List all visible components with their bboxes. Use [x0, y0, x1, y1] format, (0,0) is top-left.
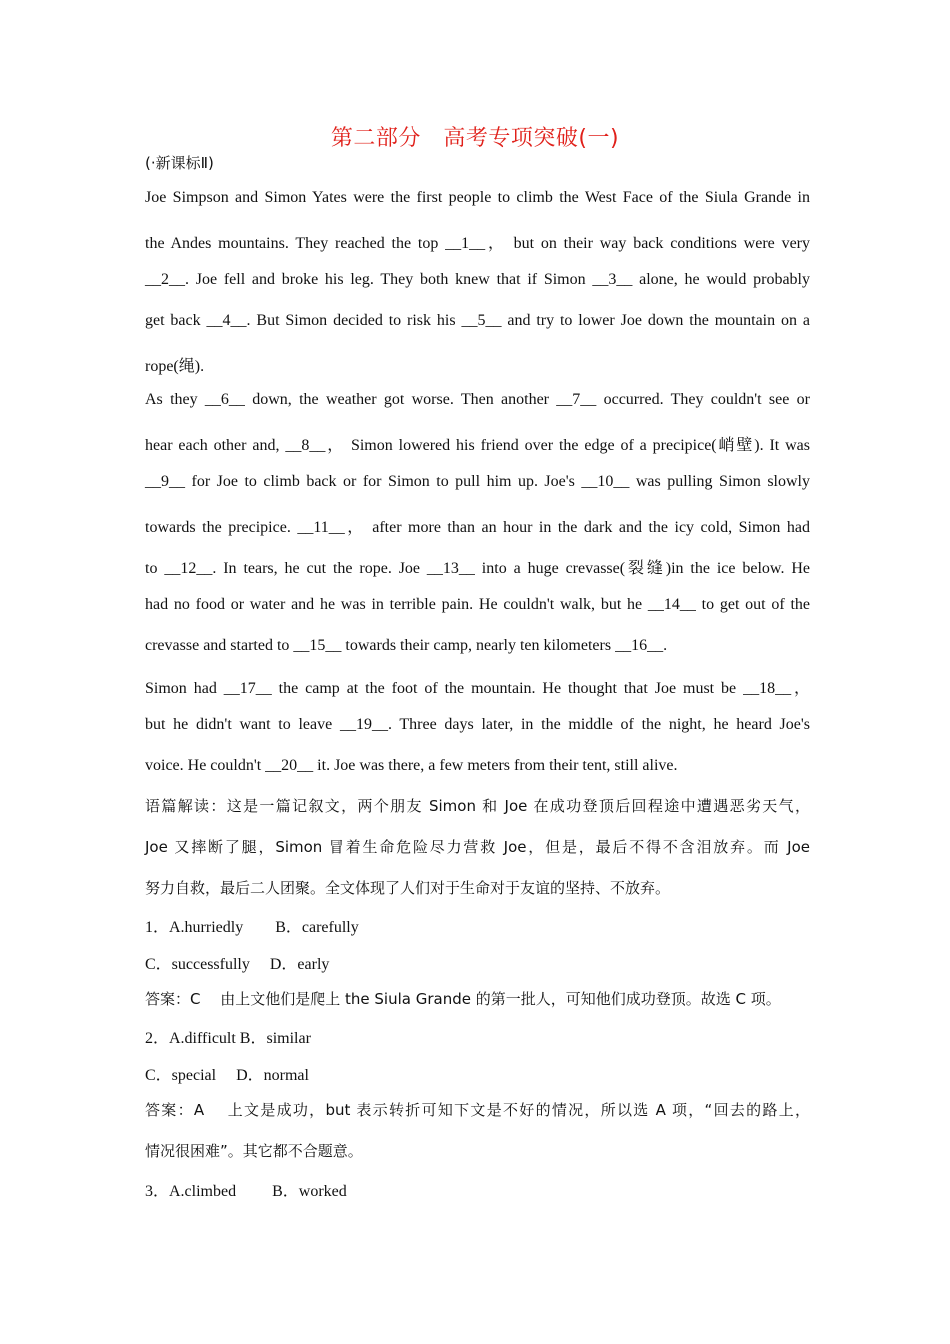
passage-line: towards the precipice. __11__， after more than an hour in the dark and the icy cold, Simon had: [145, 519, 810, 536]
analysis-line: 语篇解读：这是一篇记叙文，两个朋友 Simon 和 Joe 在成功登顶后回程途中遭遇恶劣天气，: [145, 797, 810, 815]
passage-line: voice. He couldn't __20__ it. Joe was there, a few meters from their tent, still alive.: [145, 757, 678, 774]
source-label: (·新课标Ⅱ): [145, 154, 214, 172]
passage-line: hear each other and, __8__， Simon lowered his friend over the edge of a precipice(峭壁). It was: [145, 437, 810, 454]
analysis-line: 努力自救，最后二人团聚。全文体现了人们对于生命对于友谊的坚持、不放弃。: [145, 879, 671, 897]
analysis-line: Joe 又摔断了腿，Simon 冒着生命危险尽力营救 Joe，但是，最后不得不含泪放弃。而 Joe: [145, 838, 810, 856]
passage-line: Joe Simpson and Simon Yates were the first people to climb the West Face of the Siula Grande in: [145, 189, 810, 206]
page-title: 第二部分 高考专项突破(一): [330, 126, 620, 151]
question-1-answer: 答案：C 由上文他们是爬上 the Siula Grande 的第一批人，可知他们成功登顶。故选 C 项。: [145, 990, 781, 1008]
passage-line: Simon had __17__ the camp at the foot of the mountain. He thought that Joe must be __18__，: [145, 680, 810, 697]
passage-line: rope(绳).: [145, 358, 205, 375]
question-1-options-cont: C．successfully D．early: [145, 956, 330, 973]
question-2-options: 2．A.difficult B．similar: [145, 1030, 311, 1047]
passage-line: the Andes mountains. They reached the top __1__， but on their way back conditions were very: [145, 235, 811, 252]
passage-line: __9__ for Joe to climb back or for Simon to pull him up. Joe's __10__ was pulling Simon slowly: [145, 473, 810, 490]
passage-line: __2__. Joe fell and broke his leg. They both knew that if Simon __3__ alone, he would probably: [145, 271, 810, 288]
passage-line: crevasse and started to __15__ towards their camp, nearly ten kilometers __16__.: [145, 637, 668, 654]
question-2-answer-cont: 情况很困难”。其它都不合题意。: [145, 1142, 363, 1160]
question-2-options-cont: C．special D．normal: [145, 1067, 309, 1084]
question-3-options: 3．A.climbed B．worked: [145, 1183, 347, 1200]
passage-line: As they __6__ down, the weather got worse. Then another __7__ occurred. They couldn't see or: [145, 391, 810, 408]
question-2-answer: 答案：A 上文是成功，but 表示转折可知下文是不好的情况，所以选 A 项，“回去的路上，: [145, 1101, 810, 1119]
passage-line: to __12__. In tears, he cut the rope. Joe __13__ into a huge crevasse(裂缝)in the ice below. He: [145, 560, 810, 577]
question-1-options: 1．A.hurriedly B．carefully: [145, 919, 359, 936]
passage-line: had no food or water and he was in terrible pain. He couldn't walk, but he __14__ to get out of the: [145, 596, 810, 613]
passage-line: but he didn't want to leave __19__. Three days later, in the middle of the night, he heard Joe's: [145, 716, 810, 733]
passage-line: get back __4__. But Simon decided to risk his __5__ and try to lower Joe down the mountain on a: [145, 312, 810, 329]
